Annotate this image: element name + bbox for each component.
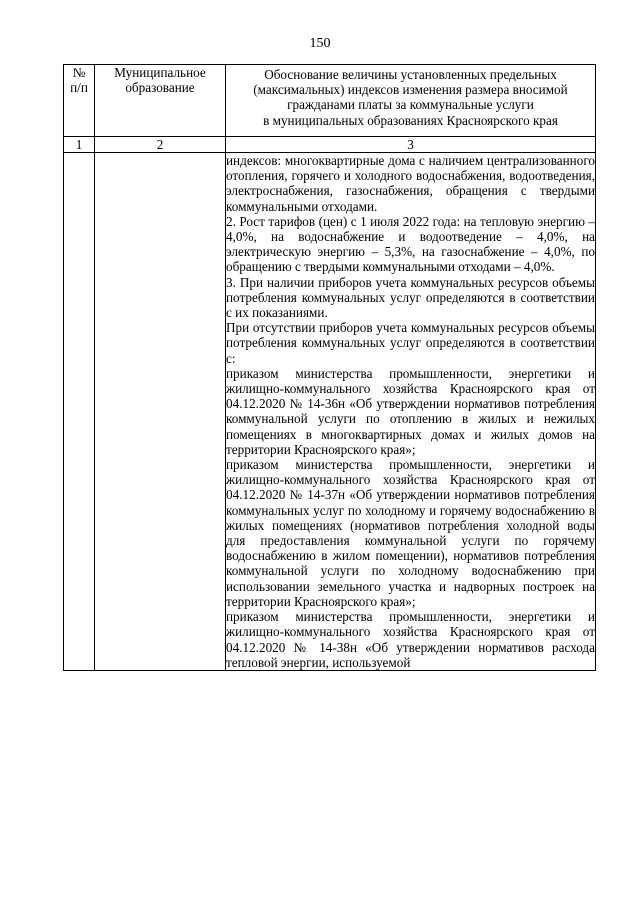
paragraph: 2. Рост тарифов (цен) с 1 июля 2022 года: на тепловую энергию – 4,0%, на водоснабжение и водоотведение – 4,0%, на электрическую энергию – 5,3%, на газоснабжение – 4,0%, по обращению с твердыми коммунальными отходами – 4,0%. [226,213,595,275]
table-header-row [64,65,596,137]
page-number: 150 [309,36,331,51]
paragraph: индексов: многоквартирные дома с наличием централизованного отопления, горячего и холодного водоснабжения, водоотведения, электроснабжения, газоснабжения, обращения с твердыми коммунальными отходами. [226,153,595,214]
paragraph: 3. При наличии приборов учета коммунальных ресурсов объемы потребления коммунальных услуг определяются в соответствии с их показаниями. [226,274,595,321]
paragraph: приказом министерства промышленности, энергетики и жилищно-коммунального хозяйства Красноярского края от 04.12.2020 № 14-38н «Об утверждении нормативов расхода тепловой энергии, используемой [226,609,595,670]
cell-number [64,153,95,671]
table-row [64,153,596,671]
paragraph: При отсутствии приборов учета коммунальных ресурсов объемы потребления коммунальных услуг определяются в соответствии с: [226,320,595,366]
paragraph: приказом министерства промышленности, энергетики и жилищно-коммунального хозяйства Красноярского края от 04.12.2020 № 14-37н «Об утверждении нормативов потребления коммунальных услуг по холодному и горячему водоснабжению в жилых помещениях (нормативов потребления холодной воды для предоставления коммунальной услуги по горячему водоснабжению в жилом помещении), нормативов потребления коммунальной услуги по холодному водоснабжению при использовании земельного участка и надворных построек на территории Красноярского края»; [226,457,595,609]
justification-table [63,64,596,671]
cell-municipality [95,153,226,671]
header-number: № п/п [64,65,95,137]
paragraph: приказом министерства промышленности, энергетики и жилищно-коммунального хозяйства Красноярского края от 04.12.2020 № 14-36н «Об утверждении нормативов потребления коммунальной услуги по отоплению в жилых и нежилых помещениях в многоквартирных домах и жилых домов на территории Красноярского края»; [226,365,595,457]
column-number: 1 [64,137,95,153]
header-municipality: Муниципальное образование [95,65,226,137]
column-number: 2 [95,137,226,153]
column-number: 3 [226,137,596,153]
column-number-row [64,137,596,153]
cell-justification [226,153,596,671]
header-justification: Обоснование величины установленных предельных (максимальных) индексов изменения размера вносимой гражданами платы за коммунальные услуги в муниципальных образованиях Красноярского края [226,65,596,137]
